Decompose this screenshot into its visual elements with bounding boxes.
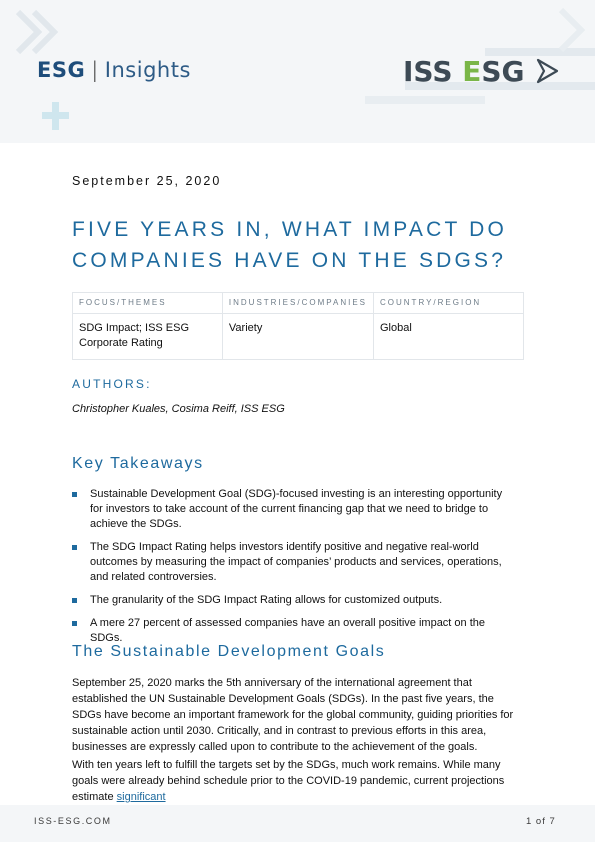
list-item (72, 540, 512, 585)
metadata-value-industries: Variety (222, 314, 373, 360)
brand-iss: ISS (403, 55, 453, 88)
esg-insights-logo (37, 58, 191, 82)
key-takeaways-heading: Key Takeaways (72, 455, 204, 472)
metadata-value-country: Global (374, 314, 524, 360)
takeaway-text: The SDG Impact Rating helps investors identify positive and negative real-world outcomes by measuring the impact of companies’ products and services, operations, and related controversies. (90, 541, 502, 583)
list-item (72, 487, 512, 532)
chevron-decoration-icon (0, 0, 120, 60)
takeaway-text: A mere 27 percent of assessed companies have an overall positive impact on the SDGs. (90, 617, 486, 644)
brand-separator: | (91, 58, 99, 82)
authors-label: AUTHORS: (72, 377, 152, 391)
document-title (72, 214, 552, 276)
significant-link[interactable]: significant (116, 791, 166, 803)
footer-page-number: 1 of 7 (526, 816, 556, 827)
brand-sg: SG (481, 55, 525, 88)
brand-esg: ESG (37, 58, 86, 82)
title-line-2: COMPANIES HAVE ON THE SDGS? (72, 249, 507, 272)
sdg-section-heading: The Sustainable Development Goals (72, 643, 386, 660)
authors-names: Christopher Kuales, Cosima Reiff, ISS ESG (72, 403, 285, 415)
chevron-decoration-right-icon (555, 2, 595, 62)
takeaway-text: The granularity of the SDG Impact Rating allows for customized outputs. (90, 594, 443, 606)
plus-decoration-icon (40, 100, 80, 140)
title-line-1: FIVE YEARS IN, WHAT IMPACT DO (72, 218, 508, 241)
sdg-paragraph-2 (72, 757, 520, 805)
footer-site: ISS-ESG.COM (34, 816, 112, 826)
takeaway-text: Sustainable Development Goal (SDG)-focused investing is an interesting opportunity for investors to take account of the current financing gap that we need to bridge to achieve the SDGs. (90, 488, 503, 530)
bullet-square-icon (72, 598, 77, 603)
brand-insights: Insights (104, 58, 191, 82)
metadata-header-focus: FOCUS/THEMES (73, 293, 223, 314)
sdg-paragraph-2-text: With ten years left to fulfill the targets set by the SDGs, much work remains. While many goals were already behind schedule prior to the COVID-19 pandemic, current projections estimate (72, 759, 505, 803)
takeaways-list (72, 487, 512, 654)
list-item (72, 593, 512, 608)
metadata-header-country: COUNTRY/REGION (374, 293, 524, 314)
iss-esg-logo (403, 55, 525, 88)
sdg-paragraph-1: September 25, 2020 marks the 5th anniversary of the international agreement that established the UN Sustainable Development Goals (SDGs). In the past five years, the SDGs have become an important framework for the global community, guiding priorities for sustainable action until 2030. Critically, and in contrast to previous efforts in this area, businesses are expressly called upon to contribute to the achievement of the goals. (72, 677, 514, 753)
metadata-value-row (73, 314, 524, 360)
list-item (72, 616, 512, 646)
bullet-square-icon (72, 492, 77, 497)
metadata-value-focus: SDG Impact; ISS ESG Corporate Rating (73, 314, 223, 360)
metadata-header-industries: INDUSTRIES/COMPANIES (222, 293, 373, 314)
metadata-table (72, 292, 524, 360)
document-date: September 25, 2020 (72, 174, 222, 188)
bullet-square-icon (72, 545, 77, 550)
page-header (0, 0, 595, 143)
bullet-square-icon (72, 621, 77, 626)
arrow-triangle-icon (535, 58, 559, 84)
brand-e: E (462, 55, 482, 88)
metadata-header-row (73, 293, 524, 314)
